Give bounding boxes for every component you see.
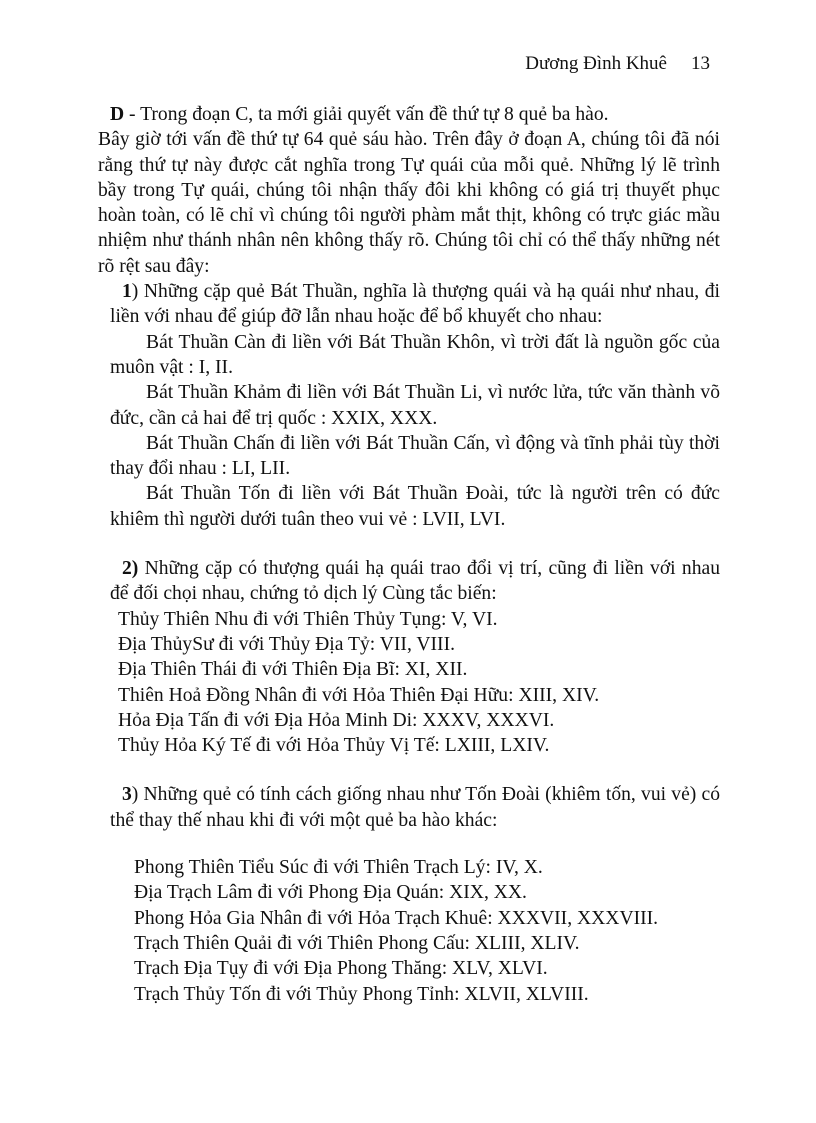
list-item: Địa Thiên Thái đi với Thiên Địa Bĩ: XI, XII. bbox=[118, 659, 468, 681]
spacer bbox=[110, 758, 720, 782]
running-header bbox=[0, 51, 710, 76]
point-3-list bbox=[134, 855, 720, 1007]
list-item: Phong Hỏa Gia Nhân đi với Hỏa Trạch Khuê: XXXVII, XXXVIII. bbox=[134, 907, 659, 929]
section-d-paragraph: Bây giờ tới vấn đề thứ tự 64 quẻ sáu hào. Trên đây ở đoạn A, chúng tôi đã nói rằng thứ tự này được cắt nghĩa trong Tự quái của mỗi quẻ. Những lý lẽ trình bầy trong Tự quái, chúng tôi nhận thấy đôi khi không có giá trị thuyết phục hoàn toàn, có lẽ chỉ vì chúng tôi người phàm mắt thịt, không có trực giác mầu nhiệm như thánh nhân nên không thấy rõ. Chúng tôi chỉ có thể thấy những nét rõ rệt sau đây: bbox=[98, 129, 720, 277]
point-1-intro bbox=[110, 279, 720, 330]
point-1-item: Bát Thuần Càn đi liền với Bát Thuần Khôn, vì trời đất là nguồn gốc của muôn vật : I, II. bbox=[110, 331, 720, 378]
page-body bbox=[98, 102, 720, 1007]
point-1-number: 1 bbox=[122, 281, 132, 303]
list-item: Trạch Thiên Quải đi với Thiên Phong Cấu: XLIII, XLIV. bbox=[134, 932, 580, 954]
point-1-item: Bát Thuần Khảm đi liền với Bát Thuần Li, vì nước lửa, tức văn thành võ đức, cần cả hai để trị quốc : XXIX, XXX. bbox=[110, 382, 720, 429]
point-2-intro bbox=[110, 556, 720, 607]
point-3-number: 3 bbox=[122, 784, 132, 806]
point-2-text: Những cặp có thượng quái hạ quái trao đổi vị trí, cũng đi liền với nhau để đối chọi nhau, chứng tỏ dịch lý Cùng tắc biến: bbox=[110, 558, 720, 605]
page-number: 13 bbox=[691, 53, 710, 74]
section-d-first-line bbox=[98, 102, 720, 127]
list-item: Thiên Hoả Đồng Nhân đi với Hỏa Thiên Đại Hữu: XIII, XIV. bbox=[118, 684, 600, 706]
point-2-number: 2) bbox=[122, 558, 139, 580]
list-item: Thủy Thiên Nhu đi với Thiên Thủy Tụng: V, VI. bbox=[118, 608, 498, 630]
point-1-text: ) Những cặp quẻ Bát Thuần, nghĩa là thượng quái và hạ quái như nhau, đi liền với nhau để giúp đỡ lẫn nhau hoặc để bổ khuyết cho nhau: bbox=[110, 281, 720, 328]
point-3-text: ) Những quẻ có tính cách giống nhau như Tốn Đoài (khiêm tốn, vui vẻ) có thể thay thế nhau khi đi với một quẻ ba hào khác: bbox=[110, 784, 720, 831]
point-3-intro bbox=[110, 782, 720, 833]
point-1-item: Bát Thuần Tốn đi liền với Bát Thuần Đoài, tức là người trên có đức khiêm thì người dưới tuân theo vui vẻ : LVII, LVI. bbox=[110, 483, 720, 530]
header-author: Dương Đình Khuê bbox=[525, 53, 667, 74]
list-item: Thủy Hỏa Ký Tế đi với Hỏa Thủy Vị Tế: LXIII, LXIV. bbox=[118, 735, 550, 757]
point-2-list bbox=[110, 607, 720, 759]
point-1-item: Bát Thuần Chấn đi liền với Bát Thuần Cấn, vì động và tĩnh phải tùy thời thay đổi nhau : LI, LII. bbox=[110, 432, 720, 480]
list-item: Địa Trạch Lâm đi với Phong Địa Quán: XIX, XX. bbox=[134, 882, 527, 904]
list-item: Trạch Địa Tụy đi với Địa Phong Thăng: XLV, XLVI. bbox=[134, 958, 548, 980]
section-d-text: - Trong đoạn C, ta mới giải quyết vấn đề thứ tự 8 quẻ ba hào. bbox=[124, 104, 609, 125]
spacer bbox=[110, 833, 720, 855]
list-item: Phong Thiên Tiểu Súc đi với Thiên Trạch Lý: IV, X. bbox=[134, 857, 543, 879]
list-item: Trạch Thủy Tốn đi với Thủy Phong Tỉnh: XLVII, XLVIII. bbox=[134, 983, 589, 1005]
spacer bbox=[110, 532, 720, 556]
list-item: Hỏa Địa Tấn đi với Địa Hỏa Minh Di: XXXV, XXXVI. bbox=[118, 709, 555, 731]
section-d-label: D bbox=[110, 104, 125, 125]
list-item: Địa ThủySư đi với Thủy Địa Tỷ: VII, VIII. bbox=[118, 633, 456, 655]
